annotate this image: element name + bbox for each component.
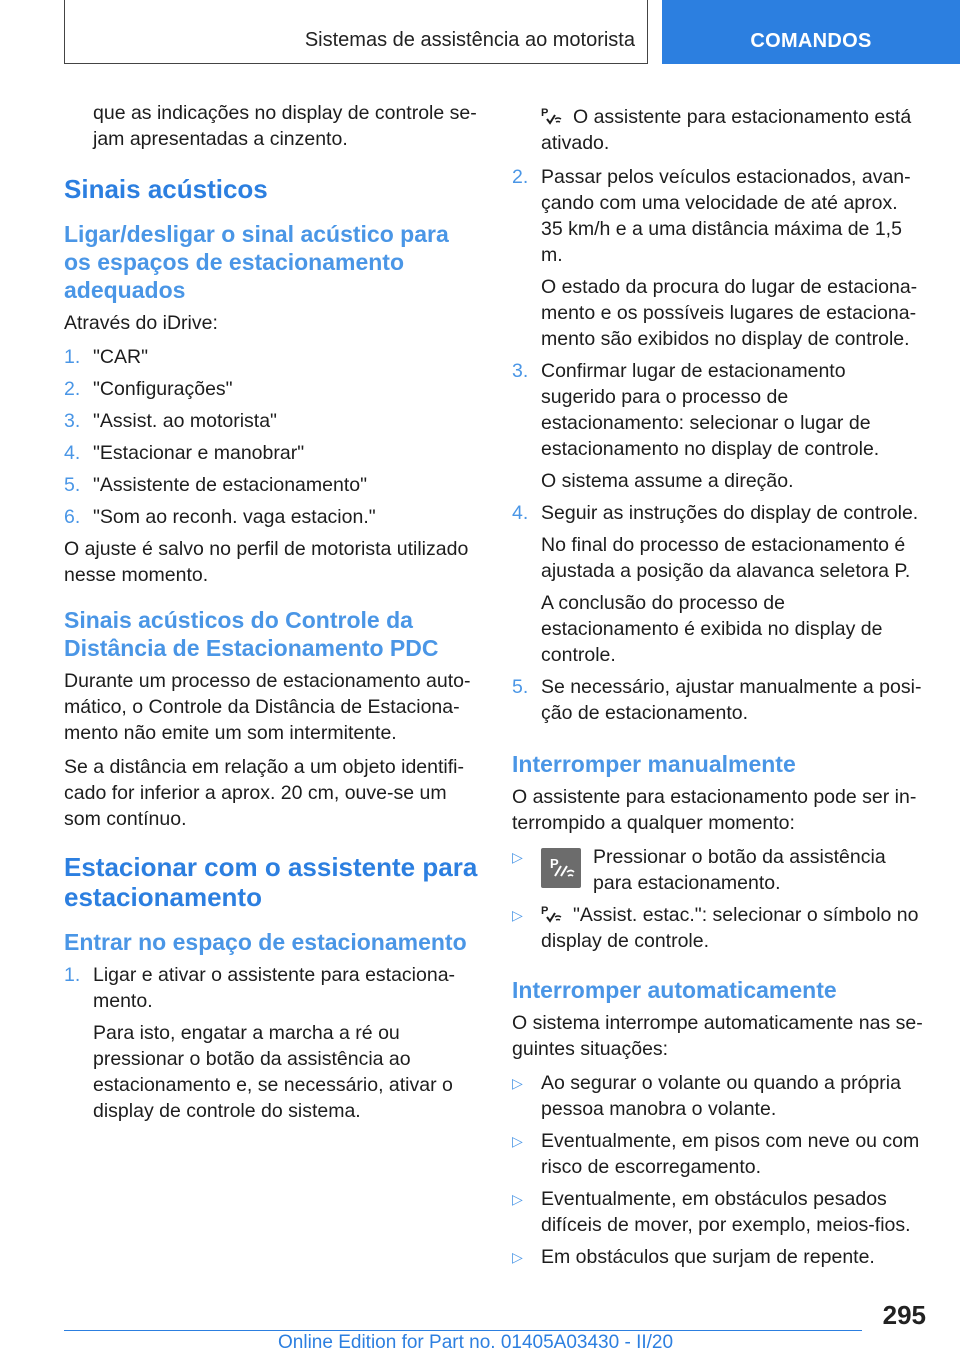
auto-bullet-2: Eventualmente, em pisos com neve ou com risco de escorregamento. <box>541 1130 920 1178</box>
bullet-marker: ▷ <box>512 1191 523 1207</box>
svg-text:P: P <box>541 107 549 119</box>
ajuste-text: O ajuste é salvo no perfil de motorista utilizado nesse momento. <box>64 538 469 586</box>
header-chapter-label: COMANDOS <box>750 30 872 52</box>
list-item <box>512 902 924 954</box>
step-sub-text: Para isto, engatar a marcha a ré ou pressionar o botão da assistência ao estacionamento e, se necessário, ativar o display de controle do sistema. <box>93 1022 453 1122</box>
step-text: Confirmar lugar de estacionamento sugerido para o processo de estacionamento: selecionar o lugar de estacionamento no display de controle. <box>541 360 880 460</box>
svg-text:P: P <box>541 905 549 917</box>
step-text: Seguir as instruções do display de controle. <box>541 502 919 524</box>
page-number: 295 <box>882 1300 926 1330</box>
heading-estacionar: Estacionar com o assistente para estacionamento <box>64 852 478 912</box>
manual-bullet-2: "Assist. estac.": selecionar o símbolo no display de controle. <box>541 904 919 952</box>
step-text: "Assistente de estacionamento" <box>93 474 367 496</box>
step-number: 3. <box>64 410 81 432</box>
step-sub-text: A conclusão do processo de estacionamento é exibida no display de controle. <box>541 592 883 666</box>
step-number: 4. <box>64 442 81 464</box>
manual-intro: O assistente para estacionamento pode ser interrompido a qualquer momento: <box>512 786 917 834</box>
left-column <box>64 100 480 1130</box>
step-sub-text: O sistema assume a direção. <box>541 470 794 492</box>
intro-text: que as indicações no display de controle sejam apresentadas a cinzento. <box>93 102 477 150</box>
right-column <box>512 104 924 1276</box>
step-number: 4. <box>512 502 529 524</box>
list-item <box>64 962 480 1014</box>
heading-ligar-desligar: Ligar/desligar o sinal acústico para os espaços de estacionamento adequados <box>64 221 449 303</box>
bullet-marker: ▷ <box>512 1133 523 1149</box>
step-text: Se necessário, ajustar manualmente a posição de estacionamento. <box>541 676 922 724</box>
idrive-text: Através do iDrive: <box>64 312 218 334</box>
list-item <box>64 376 480 402</box>
heading-sinais-acusticos: Sinais acústicos <box>64 174 268 204</box>
step-text: "CAR" <box>93 346 149 368</box>
footer-edition: Online Edition for Part no. 01405A03430 - II/20 <box>278 1332 674 1353</box>
ativado-text: O assistente para estacionamento está ativado. <box>541 106 912 154</box>
list-item <box>512 1186 924 1238</box>
step-text: Passar pelos veículos estacionados, avançando com uma velocidade de até aprox. 35 km/h e a uma distância máxima de 1,5 m. <box>541 166 911 266</box>
svg-text:P: P <box>550 856 559 871</box>
manual-bullet-1: Pressionar o botão da assistência para estacionamento. <box>593 846 886 894</box>
heading-entrar: Entrar no espaço de estacionamento <box>64 929 467 955</box>
list-item <box>64 344 480 370</box>
step-sub-text: O estado da procura do lugar de estacionamento e os possíveis lugares de estacionamento são exibidos no display de controle. <box>541 276 918 350</box>
footer-divider <box>64 1330 862 1331</box>
list-item <box>512 1070 924 1122</box>
list-item <box>512 674 924 726</box>
list-item <box>512 164 924 268</box>
step-sub-text: No final do processo de estacionamento é ajustada a posição da alavanca seletora P. <box>541 534 911 582</box>
step-number: 5. <box>64 474 81 496</box>
step-number: 1. <box>64 346 81 368</box>
step-number: 2. <box>64 378 81 400</box>
list-item <box>512 358 924 462</box>
list-item <box>512 1244 924 1270</box>
auto-intro: O sistema interrompe automaticamente nas seguintes situações: <box>512 1012 923 1060</box>
list-item <box>512 500 924 526</box>
pdc-text-2: Se a distância em relação a um objeto identificado for inferior a aprox. 20 cm, ouve-se um som contínuo. <box>64 756 464 830</box>
list-item <box>64 440 480 466</box>
heading-interromper-manual: Interromper manualmente <box>512 751 796 777</box>
parking-assistant-icon <box>541 106 563 126</box>
step-text: Ligar e ativar o assistente para estacionamento. <box>93 964 456 1012</box>
step-number: 5. <box>512 676 529 698</box>
bullet-marker: ▷ <box>512 849 523 865</box>
parking-assistant-icon <box>541 904 563 924</box>
pdc-text-1: Durante um processo de estacionamento automático, o Controle da Distância de Estacionamento não emite um som intermitente. <box>64 670 471 744</box>
auto-bullet-4: Em obstáculos que surjam de repente. <box>541 1246 875 1268</box>
step-text: "Som ao reconh. vaga estacion." <box>93 506 376 528</box>
list-item <box>64 472 480 498</box>
header-section-title: Sistemas de assistência ao motorista <box>304 29 635 51</box>
header-section-box <box>64 0 648 64</box>
list-item <box>512 1128 924 1180</box>
step-text: "Assist. ao motorista" <box>93 410 277 432</box>
step-text: "Configurações" <box>93 378 233 400</box>
list-item <box>512 844 924 896</box>
list-item <box>64 408 480 434</box>
ativado-paragraph <box>512 104 924 156</box>
heading-sinais-pdc: Sinais acústicos do Controle da Distância de Estacionamento PDC <box>64 607 439 661</box>
list-item <box>64 504 480 530</box>
step-text: "Estacionar e manobrar" <box>93 442 305 464</box>
step-number: 2. <box>512 166 529 188</box>
bullet-marker: ▷ <box>512 1249 523 1265</box>
step-number: 6. <box>64 506 81 528</box>
parking-assistant-button-icon <box>541 848 581 888</box>
auto-bullet-3: Eventualmente, em obstáculos pesados difíceis de mover, por exemplo, meios-fios. <box>541 1188 911 1236</box>
bullet-marker: ▷ <box>512 1075 523 1091</box>
heading-interromper-auto: Interromper automaticamente <box>512 977 837 1003</box>
auto-bullet-1: Ao segurar o volante ou quando a própria pessoa manobra o volante. <box>541 1072 901 1120</box>
step-number: 3. <box>512 360 529 382</box>
bullet-marker: ▷ <box>512 907 523 923</box>
step-number: 1. <box>64 964 81 986</box>
header-chapter-tab <box>662 0 960 64</box>
